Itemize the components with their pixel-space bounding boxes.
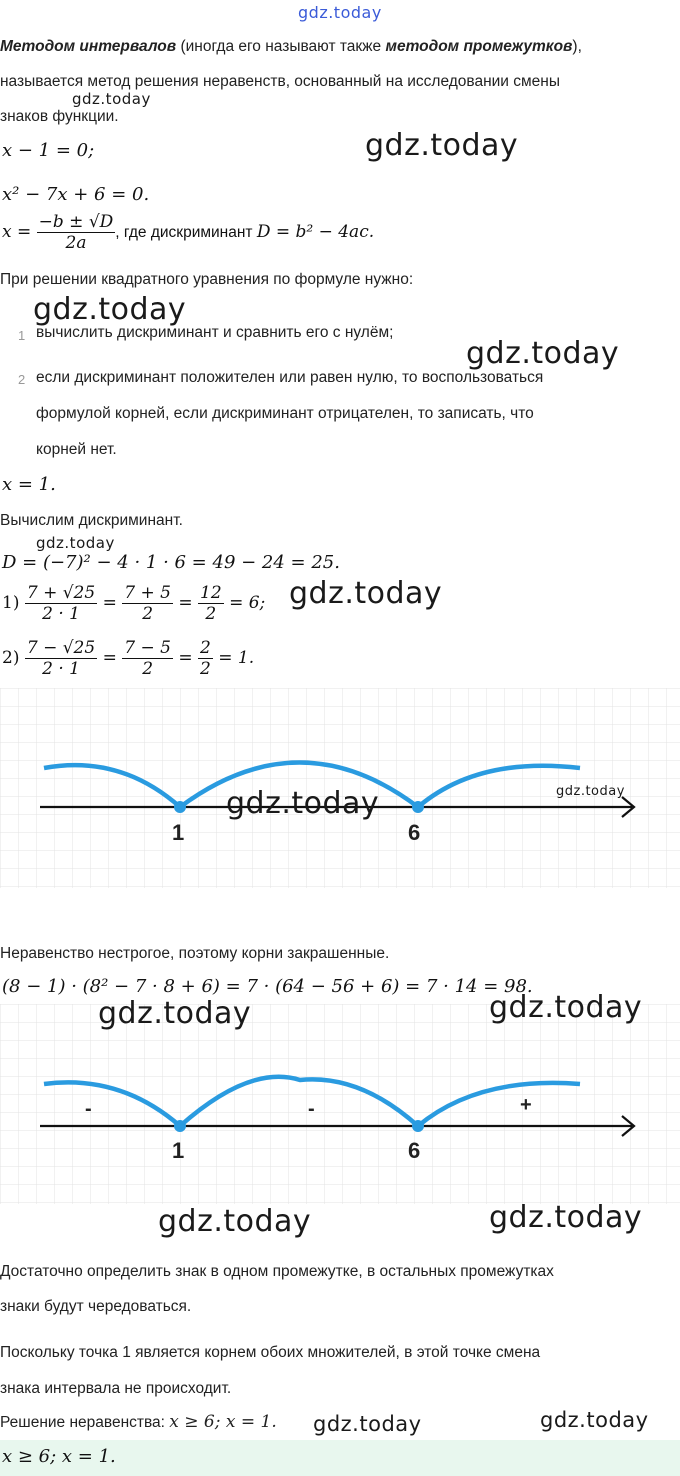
step-text: если дискриминант положителен или равен нулю, то воспользоваться	[36, 369, 544, 386]
watermark: gdz.today	[72, 90, 151, 108]
root-point-6	[412, 801, 424, 813]
sign-middle: -	[308, 1098, 315, 1120]
watermark: gdz.today	[36, 534, 115, 552]
watermark: gdz.today	[289, 576, 443, 611]
watermark: gdz.today	[158, 1204, 312, 1239]
axis-label-1: 1	[172, 820, 185, 845]
watermark: gdz.today	[540, 1408, 649, 1432]
discriminant-value: D = (−7)² − 4 · 1 · 6 = 49 − 24 = 25.	[2, 552, 340, 573]
step-number: 2	[18, 372, 26, 387]
root-2-calc: 2) $\frac{7 - √25}{2 \cdot 1}$ = $\frac{7 - 5}{2}$ = $\frac{2}{2}$ = 1.	[2, 638, 255, 679]
watermark: gdz.today	[365, 128, 519, 163]
sign-left: -	[85, 1098, 92, 1120]
equation-linear: x − 1 = 0;	[2, 140, 95, 161]
quadratic-formula: x = $\frac{-b \pm √D}{2a}$ , где дискриминант D = b² − 4ac.	[2, 212, 375, 253]
formula-numerator: −b ± √D	[38, 212, 114, 232]
root-point-1	[174, 1120, 186, 1132]
since-line-1: Поскольку точка 1 является корнем обоих множителей, в этой точке смена	[0, 1344, 541, 1361]
enough-line-1: Достаточно определить знак в одном промежутке, в остальных промежутках	[0, 1263, 554, 1280]
equation-quadratic: x² − 7x + 6 = 0.	[2, 184, 150, 205]
axis-label-1: 1	[172, 1138, 185, 1163]
number-line-2	[0, 990, 680, 1239]
root-2-clip	[0, 630, 680, 686]
watermark: gdz.today	[466, 336, 620, 371]
watermark: gdz.today	[98, 996, 252, 1031]
sign-right: +	[520, 1094, 532, 1116]
answer-value: x ≥ 6; x = 1.	[2, 1446, 116, 1467]
formula-denominator: 2a	[65, 233, 87, 253]
watermark: gdz.today	[556, 784, 625, 799]
sign-check: (8 − 1) · (8² − 7 · 8 + 6) = 7 · (64 − 56 + 6) = 7 · 14 = 98.	[2, 976, 533, 997]
calc-discriminant: Вычислим дискриминант.	[0, 512, 183, 529]
answer-box	[0, 1440, 680, 1476]
axis-label-6: 6	[408, 1138, 421, 1163]
step-text: вычислить дискриминант и сравнить его с нулём;	[36, 324, 394, 341]
discriminant-formula: D = b² − 4ac.	[256, 222, 375, 242]
term-interval-method: Методом интервалов	[0, 38, 177, 55]
root-x1: x = 1.	[2, 474, 56, 495]
non-strict-note: Неравенство нестрогое, поэтому корни закрашенные.	[0, 945, 390, 962]
root-1-calc: 1) $\frac{7 + √25}{2 \cdot 1}$ = $\frac{7 + 5}{2}$ = $\frac{12}{2}$ = 6;	[2, 583, 266, 624]
number-line-2-svg	[0, 1004, 680, 1204]
solution-value: x ≥ 6; x = 1.	[169, 1412, 277, 1432]
solution-line	[0, 1412, 277, 1433]
intro-line-1	[0, 37, 582, 57]
root-point-6	[412, 1120, 424, 1132]
watermark: gdz.today	[226, 786, 380, 821]
watermark: gdz.today	[489, 1200, 643, 1235]
term-gap-method: методом промежутков	[385, 38, 573, 55]
solution-label: Решение неравенства:	[0, 1414, 170, 1431]
intro-line-3: знаков функции.	[0, 108, 119, 125]
watermark: gdz.today	[298, 3, 382, 22]
step-number: 1	[18, 328, 26, 343]
intro-mid: (иногда его называют также	[176, 38, 386, 55]
watermark: gdz.today	[33, 292, 187, 327]
enough-line-2: знаки будут чередоваться.	[0, 1298, 192, 1315]
watermark: gdz.today	[489, 990, 643, 1025]
step-text: формулой корней, если дискриминант отрицателен, то записать, что	[36, 405, 534, 422]
quad-intro: При решении квадратного уравнения по формуле нужно:	[0, 271, 414, 288]
axis-label-6: 6	[408, 820, 421, 845]
intro-line-2: называется метод решения неравенств, основанный на исследовании смены	[0, 73, 560, 90]
number-line-1	[0, 688, 680, 888]
watermark: gdz.today	[313, 1412, 422, 1436]
root-point-1	[174, 801, 186, 813]
step-text: корней нет.	[36, 441, 117, 458]
since-line-2: знака интервала не происходит.	[0, 1380, 232, 1397]
intro-end: ),	[572, 38, 582, 55]
